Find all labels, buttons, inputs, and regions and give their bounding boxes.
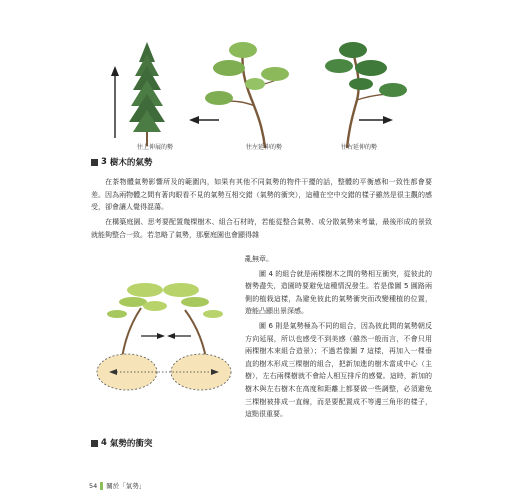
body-paragraph-2-tail: 亂無章。	[245, 255, 273, 263]
right-leaning-tree	[325, 42, 407, 148]
page-number: 54	[89, 481, 98, 490]
figure-4-illustration	[95, 262, 235, 392]
page-footer	[89, 481, 145, 490]
body-paragraph-1: 在茶物體氣勢影響所及的範圍內，如果有其他不同氣勢的物件干擾的話，整體的平衡感和一致性都會要差。因為兩物體之間有著肉眼看不見的氣勢互相交錯（氣勢的衝突），這種在空中交錯的樣子雖然是很主觀的感受，卻會讓人覺得混蕩。	[91, 178, 432, 212]
right-arrow-icon	[359, 116, 393, 124]
figure-marker-icon	[91, 159, 98, 166]
figure-3-caption	[91, 156, 152, 168]
left-leaning-tree	[205, 42, 289, 148]
converging-arrows-icon	[141, 333, 191, 339]
figure-4-caption	[91, 437, 152, 449]
right-column-text	[245, 253, 432, 421]
left-arrow-icon	[189, 116, 219, 124]
running-title: 關於「氣勢」	[106, 482, 146, 490]
body-paragraph-2: 在構築庭園、思考要配置幾棵樹木、組合石材時，若能從整合氣勢、或分散氣勢來考量，最後形成的景致就能夠整合一致。若忽略了氣勢，那麼庭園也會顯得雜	[91, 218, 432, 239]
figure-3-label-right: 往右延伸的勢	[340, 144, 377, 151]
figure-3-label-up: 往上伸展的勢	[137, 144, 174, 151]
up-arrow-icon	[111, 66, 119, 138]
figure-marker-icon	[91, 440, 98, 447]
body-paragraph-4: 圖 6 則是氣勢極為不同的組合，因為彼此間的氣勢朝反方向延展，所以也感受不到美感（雖然一般而言，不會只用兩棵樹木來組合造景）；不過若像圖 7 這樣，再加入一棵垂直的樹木形成三棵樹的組合，把新加進的樹木當成中心（主樹），左右兩棵樹就不會給人相互排斥的感覺。這時，新加的樹木與左右樹木在高度和距離上都要做一些調整，必須避免三棵樹被排成一直線，而是要配置成不等邊三角形的樣子，這點很重要。	[245, 321, 432, 419]
figure-3-title: 樹木的氣勢	[109, 158, 153, 168]
figure-3-number: 3	[101, 157, 107, 167]
figure-4-number: 4	[101, 438, 107, 448]
figure-3-label-left: 往左延伸的勢	[245, 144, 282, 151]
upright-conifer-tree	[129, 42, 165, 146]
figure-4-title: 氣勢的衝突	[109, 439, 153, 449]
body-paragraph-3: 圖 4 的組合就是兩棵樹木之間的勢相互衝突，從彼此的樹勢盡失，造園時要避免這種情況發生。若是像圖 5 圓路兩側的植栽這樣，為避免彼此的氣勢衝突而改變種植的位置，遊能凸顯出景深感。	[245, 269, 432, 316]
right-leaning-tree-left	[107, 283, 167, 366]
left-leaning-tree-right	[163, 283, 223, 366]
footer-bar-icon	[100, 482, 103, 490]
